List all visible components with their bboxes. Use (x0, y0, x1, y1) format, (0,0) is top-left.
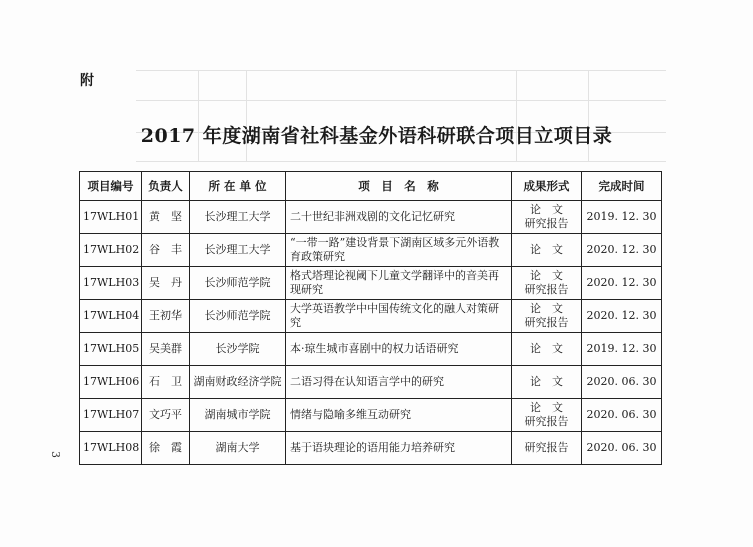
result-line: 研究报告 (524, 441, 569, 454)
cell-code: 17WLH08 (80, 432, 142, 465)
cell-result (512, 201, 582, 234)
cell-name: 二语习得在认知语言学中的研究 (286, 366, 512, 399)
cell-result (512, 300, 582, 333)
cell-date: 2020. 06. 30 (582, 432, 662, 465)
cell-code: 17WLH04 (80, 300, 142, 333)
cell-code: 17WLH02 (80, 234, 142, 267)
cell-code: 17WLH01 (80, 201, 142, 234)
cell-result (512, 267, 582, 300)
cell-date: 2020. 06. 30 (582, 399, 662, 432)
cell-result (512, 399, 582, 432)
cell-unit: 长沙理工大学 (190, 201, 286, 234)
result-line: 研究报告 (524, 415, 569, 428)
page-title: 2017 年度湖南省社科基金外语科研联合项目立项目录 (140, 125, 613, 147)
cell-lead: 谷 丰 (142, 234, 190, 267)
cell-date: 2020. 12. 30 (582, 234, 662, 267)
cell-code: 17WLH03 (80, 267, 142, 300)
cell-name: 基于语块理论的语用能力培养研究 (286, 432, 512, 465)
result-line: 论 文 (530, 203, 563, 216)
cell-lead: 王初华 (142, 300, 190, 333)
table-row (80, 267, 662, 300)
cell-date: 2019. 12. 30 (582, 333, 662, 366)
cell-result (512, 366, 582, 399)
show-through-artifact (136, 70, 666, 162)
table-row (80, 399, 662, 432)
cell-result (512, 432, 582, 465)
cell-date: 2020. 12. 30 (582, 267, 662, 300)
cell-date: 2019. 12. 30 (582, 201, 662, 234)
header-code: 项目编号 (80, 172, 142, 201)
project-table (79, 171, 662, 465)
cell-name: “一带一路”建设背景下湖南区域多元外语教育政策研究 (286, 234, 512, 267)
header-name: 项 目 名 称 (286, 172, 512, 201)
result-line: 论 文 (530, 375, 563, 388)
annex-label: 附 (80, 73, 94, 89)
cell-lead: 徐 霞 (142, 432, 190, 465)
cell-unit: 长沙师范学院 (190, 300, 286, 333)
header-result: 成果形式 (512, 172, 582, 201)
table-row (80, 366, 662, 399)
cell-lead: 黄 坚 (142, 201, 190, 234)
cell-name: 大学英语教学中中国传统文化的融人对策研究 (286, 300, 512, 333)
cell-result (512, 234, 582, 267)
cell-code: 17WLH06 (80, 366, 142, 399)
table-row (80, 201, 662, 234)
result-line: 论 文 (530, 401, 563, 414)
cell-unit: 湖南财政经济学院 (190, 366, 286, 399)
result-line: 论 文 (530, 243, 563, 256)
result-line: 论 文 (530, 342, 563, 355)
header-date: 完成时间 (582, 172, 662, 201)
table-row (80, 432, 662, 465)
header-unit: 所 在 单 位 (190, 172, 286, 201)
result-line: 研究报告 (524, 283, 569, 296)
result-line: 研究报告 (524, 217, 569, 230)
table-row (80, 234, 662, 267)
header-lead: 负责人 (142, 172, 190, 201)
cell-unit: 湖南城市学院 (190, 399, 286, 432)
cell-unit: 长沙理工大学 (190, 234, 286, 267)
cell-lead: 文巧平 (142, 399, 190, 432)
cell-code: 17WLH05 (80, 333, 142, 366)
cell-name: 格式塔理论视阈下儿童文学翻译中的音美再现研究 (286, 267, 512, 300)
cell-name: 二十世纪非洲戏剧的文化记忆研究 (286, 201, 512, 234)
cell-lead: 吴 丹 (142, 267, 190, 300)
table-row (80, 333, 662, 366)
cell-lead: 石 卫 (142, 366, 190, 399)
cell-unit: 长沙师范学院 (190, 267, 286, 300)
result-line: 论 文 (530, 302, 563, 315)
cell-name: 情绪与隐喻多维互动研究 (286, 399, 512, 432)
result-line: 论 文 (530, 269, 563, 282)
page-number: 3 (49, 451, 62, 458)
cell-unit: 湖南大学 (190, 432, 286, 465)
cell-name: 本·琼生城市喜剧中的权力话语研究 (286, 333, 512, 366)
cell-date: 2020. 06. 30 (582, 366, 662, 399)
table-header-row (80, 172, 662, 201)
cell-lead: 吴美群 (142, 333, 190, 366)
result-line: 研究报告 (524, 316, 569, 329)
cell-code: 17WLH07 (80, 399, 142, 432)
table-row (80, 300, 662, 333)
cell-date: 2020. 12. 30 (582, 300, 662, 333)
cell-unit: 长沙学院 (190, 333, 286, 366)
cell-result (512, 333, 582, 366)
